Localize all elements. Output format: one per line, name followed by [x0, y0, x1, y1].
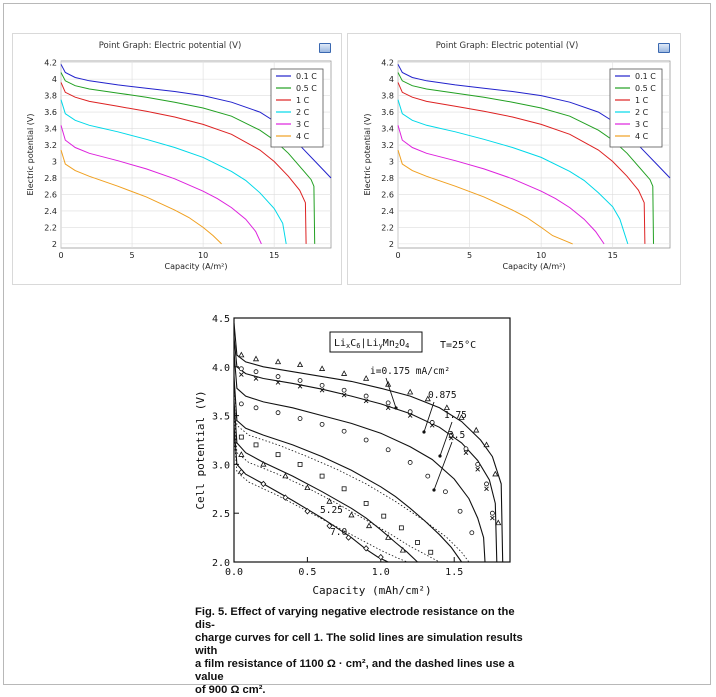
y-tick-label: 3.5 [211, 411, 230, 423]
y-tick-label: 2.8 [381, 173, 394, 183]
rate-label: 5.25 [320, 505, 343, 516]
data-point [364, 501, 368, 505]
data-point [342, 388, 346, 392]
leader-arrowhead [422, 430, 425, 433]
x-tick-label: 5 [129, 251, 135, 260]
leader-arrowhead [394, 406, 397, 409]
legend-entry: 3 C [635, 120, 649, 129]
data-point [320, 383, 324, 387]
y-tick-label: 3.6 [381, 108, 394, 118]
y-tick-label: 2.6 [381, 190, 394, 200]
rate-label: 7.0 [330, 527, 348, 538]
plot-area [234, 318, 510, 562]
x-tick-label: 0 [395, 251, 401, 260]
data-point [239, 402, 243, 406]
data-point [470, 531, 474, 535]
legend-entry: 4 C [635, 132, 649, 141]
simulation-chart-left [13, 34, 343, 286]
x-tick-label: 15 [607, 251, 618, 260]
data-point [254, 370, 258, 374]
data-point [364, 394, 368, 398]
y-tick-label: 3.2 [381, 141, 394, 151]
y-tick-label: 2.2 [44, 223, 57, 233]
legend-entry: 0.5 C [635, 84, 656, 93]
rate-label: i=0.175 mA/cm² [370, 366, 451, 377]
y-tick-label: 4.0 [211, 362, 230, 374]
data-point [276, 375, 280, 379]
rate-label: 0.875 [428, 390, 457, 401]
legend-entry: 2 C [635, 108, 649, 117]
x-tick-label: 1.5 [445, 567, 464, 578]
rate-label: 1.75 [444, 410, 467, 421]
leader-arrowhead [438, 454, 441, 457]
data-point [298, 417, 302, 421]
x-axis-label: Capacity (mAh/cm²) [312, 584, 432, 597]
data-point [239, 367, 243, 371]
legend-entry: 4 C [296, 132, 310, 141]
data-point [408, 410, 412, 414]
data-point [426, 474, 430, 478]
legend-entry: 0.1 C [635, 72, 656, 81]
caption-line: of 900 Ω cm². [195, 684, 266, 696]
caption-line: a film resistance of 1100 Ω · cm², and the dashed lines use a value [195, 658, 515, 683]
y-tick-label: 3.6 [44, 108, 57, 118]
data-point [429, 550, 433, 554]
y-tick-label: 4.2 [44, 58, 57, 68]
data-point [276, 411, 280, 415]
legend-entry: 1 C [635, 96, 649, 105]
legend-entry: 0.5 C [296, 84, 317, 93]
data-point [386, 448, 390, 452]
y-tick-label: 2.2 [381, 223, 394, 233]
y-tick-label: 2.5 [211, 509, 230, 521]
x-tick-label: 0.5 [298, 567, 317, 578]
y-tick-label: 2.8 [44, 173, 57, 183]
temperature-label: T=25°C [440, 340, 477, 351]
chart-title: Point Graph: Electric potential (V) [435, 41, 579, 51]
x-axis-label: Capacity (A/m²) [502, 262, 566, 271]
figure-caption [195, 606, 535, 697]
x-tick-label: 5 [467, 251, 473, 260]
y-tick-label: 3.2 [44, 141, 57, 151]
caption-line: Fig. 5. Effect of varying negative electrode resistance on the dis- [195, 606, 515, 631]
y-tick-label: 2.0 [211, 558, 230, 569]
cell-label: $Li_xC_6|Li_yMn_2O_4$ [334, 338, 410, 350]
export-icon[interactable] [319, 43, 331, 53]
simulation-chart-right [348, 34, 682, 286]
legend-entry: 0.1 C [296, 72, 317, 81]
y-tick-label: 2.6 [44, 190, 57, 200]
data-point [386, 401, 390, 405]
x-axis-label: Capacity (A/m²) [164, 262, 228, 271]
data-point [320, 474, 324, 478]
y-tick-label: 2.4 [381, 206, 394, 216]
y-tick-label: 2 [51, 239, 57, 249]
x-tick-label: 10 [536, 251, 547, 260]
data-point [342, 487, 346, 491]
x-tick-label: 1.0 [371, 567, 390, 578]
y-tick-label: 4.2 [381, 58, 394, 68]
data-point [320, 422, 324, 426]
y-tick-label: 3.4 [381, 124, 394, 134]
y-tick-label: 2.4 [44, 206, 57, 216]
data-point [254, 443, 258, 447]
y-axis-label: Cell potential (V) [194, 390, 207, 510]
data-point [298, 378, 302, 382]
chart-title: Point Graph: Electric potential (V) [98, 41, 242, 51]
simulation-plot-left [12, 33, 342, 285]
data-point [458, 509, 462, 513]
y-tick-label: 2 [388, 239, 394, 249]
legend-entry: 3 C [296, 120, 310, 129]
data-point [476, 462, 480, 466]
y-tick-label: 3.8 [381, 91, 394, 101]
x-tick-label: 0 [58, 251, 64, 260]
y-tick-label: 4.5 [211, 314, 230, 325]
simulation-plot-right [347, 33, 681, 285]
y-tick-label: 3.0 [211, 460, 230, 472]
data-point [408, 460, 412, 464]
y-axis-label: Electric potential (V) [363, 113, 372, 196]
y-tick-label: 4 [388, 75, 394, 85]
y-tick-label: 4 [51, 75, 57, 85]
export-icon[interactable] [658, 43, 670, 53]
data-point [464, 447, 468, 451]
data-point [276, 453, 280, 457]
data-point [399, 526, 403, 530]
data-point [239, 435, 243, 439]
x-tick-label: 10 [198, 251, 209, 260]
y-tick-label: 3 [388, 157, 394, 167]
data-point [364, 438, 368, 442]
data-point [254, 406, 258, 410]
x-tick-label: 0.0 [224, 567, 244, 578]
y-tick-label: 3.8 [44, 91, 57, 101]
rate-label: 3.5 [448, 430, 466, 441]
data-point [342, 429, 346, 433]
y-axis-label: Electric potential (V) [26, 113, 35, 196]
data-point [490, 511, 494, 515]
y-tick-label: 3 [51, 157, 57, 167]
paper-discharge-chart [190, 312, 530, 602]
y-tick-label: 3.4 [44, 124, 57, 134]
data-point [416, 540, 420, 544]
data-point [382, 514, 386, 518]
leader-arrowhead [432, 488, 435, 491]
caption-line: charge curves for cell 1. The solid lines are simulation results with [195, 632, 523, 657]
legend-entry: 2 C [296, 108, 310, 117]
data-point [485, 482, 489, 486]
x-tick-label: 15 [269, 251, 280, 260]
legend-entry: 1 C [296, 96, 310, 105]
data-point [443, 490, 447, 494]
data-point [298, 462, 302, 466]
